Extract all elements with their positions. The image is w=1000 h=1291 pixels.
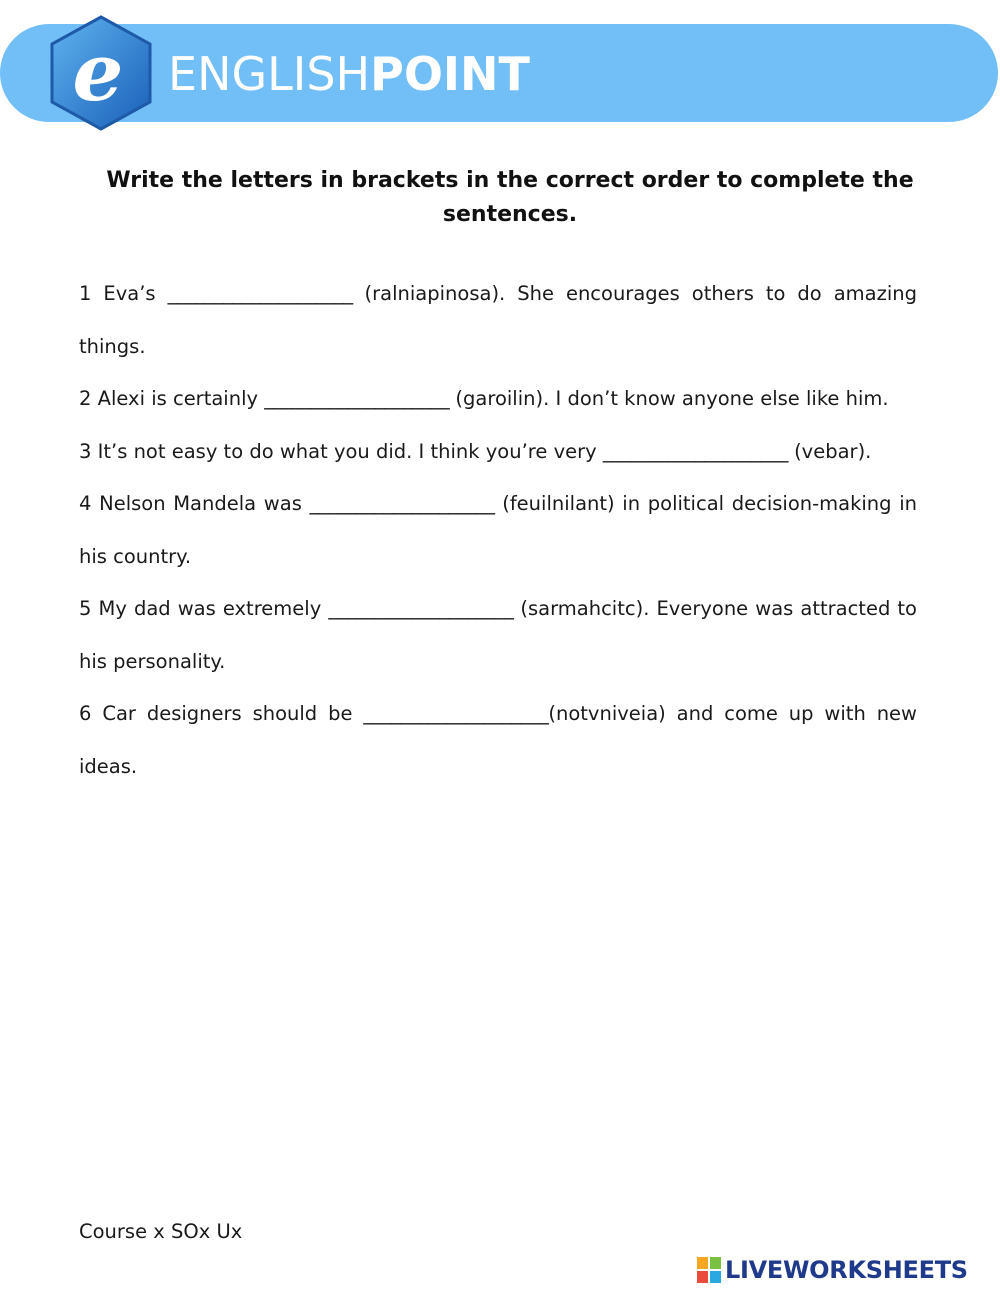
item-text-before: It’s not easy to do what you did. I think you’re very	[97, 439, 603, 463]
answer-blank[interactable]: ____________________	[328, 597, 514, 620]
liveworksheets-label: LIVEWORKSHEETS	[725, 1256, 968, 1284]
exercise-item	[79, 426, 917, 479]
item-number: 1	[79, 282, 92, 305]
item-text-after: (garoilin). I don’t know anyone else like him.	[449, 387, 889, 410]
item-text-before: Eva’s	[103, 282, 168, 305]
item-number: 2	[79, 387, 92, 410]
answer-blank[interactable]: ____________________	[602, 439, 788, 463]
item-text-before: Car designers should be	[102, 702, 364, 725]
item-text-after: (feuilnilant) in political decision-making in his country.	[79, 492, 917, 568]
course-footer: Course x SOx Ux	[79, 1220, 243, 1243]
answer-blank[interactable]: ____________________	[363, 702, 549, 725]
exercise-item	[79, 373, 917, 426]
item-text-before: Alexi is certainly	[97, 387, 265, 410]
item-text-after: (sarmahcitc). Everyone was attracted to his personality.	[79, 597, 917, 673]
exercise-item	[79, 478, 917, 583]
answer-blank[interactable]: ____________________	[264, 387, 450, 410]
instruction-heading: Write the letters in brackets in the correct order to complete the sentences.	[106, 168, 914, 227]
item-number: 6	[79, 702, 92, 725]
item-text-after: (ralniapinosa). She encourages others to do amazing things.	[79, 282, 917, 358]
item-text-before: My dad was extremely	[98, 597, 329, 620]
brand-wordmark	[168, 44, 530, 104]
item-number: 3	[79, 439, 92, 463]
exercise-item	[79, 268, 917, 373]
brand-light: ENGLISH	[168, 47, 371, 101]
item-text-after: (notvniveia) and come up with new ideas.	[79, 702, 918, 778]
answer-blank[interactable]: ____________________	[309, 492, 495, 515]
item-number: 5	[79, 597, 92, 620]
item-text-before: Nelson Mandela was	[99, 492, 310, 515]
exercise-item	[79, 688, 917, 793]
liveworksheets-watermark	[697, 1254, 968, 1286]
exercise-item	[79, 583, 917, 688]
liveworksheets-blocks-icon	[697, 1257, 721, 1283]
exercise-list	[79, 268, 917, 793]
item-number: 4	[79, 492, 92, 515]
answer-blank[interactable]: ____________________	[167, 282, 353, 305]
brand-bold: POINT	[370, 47, 530, 101]
item-text-after: (vebar).	[787, 439, 872, 463]
logo-letter: e	[72, 25, 124, 119]
englishpoint-logo-icon	[46, 14, 156, 132]
